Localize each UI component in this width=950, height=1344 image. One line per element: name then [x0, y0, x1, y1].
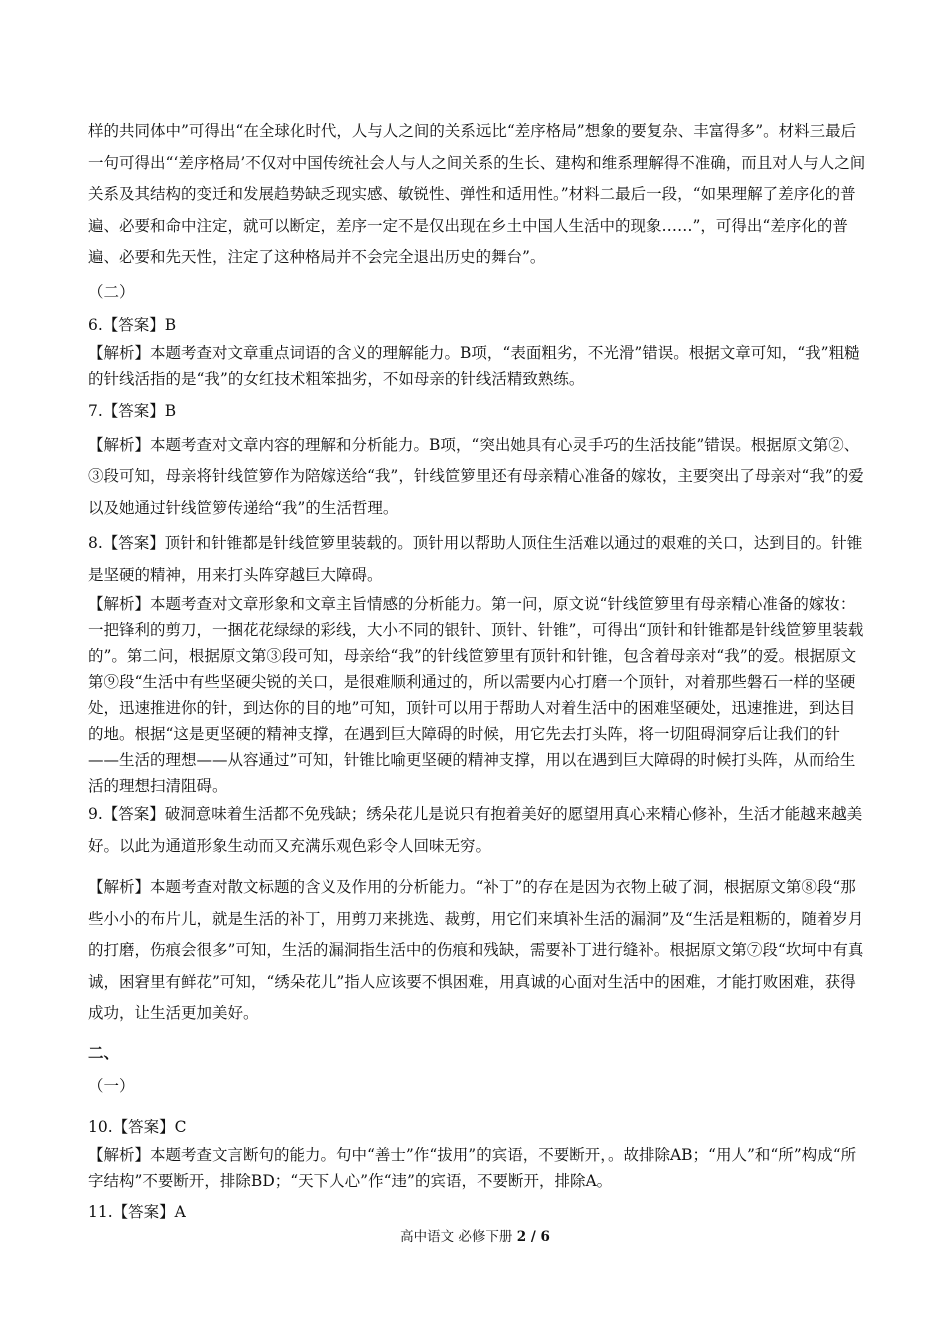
q11-answer: 11.【答案】A	[88, 1202, 186, 1221]
q8-analysis: 【解析】本题考查对文章形象和文章主旨情感的分析能力。第一问，原文说“针线笸箩里有母亲精心准备的嫁妆：一把锋利的剪刀，一捆花花绿绿的彩线，大小不同的银针、顶针、针锥”，可得出“顶针和针锥都是针线笸箩里装载的”。第二问，根据原文第③段可知，母亲给“我”的针线笸箩里有顶针和针锥，包含着母亲对“我”的爱。根据原文第⑨段“生活中有些坚硬尖锐的关口，是很难顺利通过的，所以需要内心打磨一个顶针，对着那些磐石一样的坚硬处，迅速推进你的针，到达你的目的地”可知，顶针可以用于帮助人对着生活中的困难坚硬处，迅速推进，到达目的地。根据“这是更坚硬的精神支撑，在遇到巨大障碍的时候，用它先去打头阵，将一切阻碍洞穿后让我们的针——生活的理想——从容通过”可知，针锥比喻更坚硬的精神支撑，用以在遇到巨大障碍的时候打头阵，从而给生活的理想扫清阻碍。	[88, 595, 864, 795]
q6-analysis: 【解析】本题考查对文章重点词语的含义的理解能力。B项，“表面粗劣，不光滑”错误。根据文章可知，“我”粗糙的针线活指的是“我”的女红技术粗笨拙劣，不如母亲的针线活精致熟练。	[88, 343, 860, 388]
q10-analysis: 【解析】本题考查文言断句的能力。句中“善士”作“拔用”的宾语，不要断开，。故排除AB；“用人”和“所”构成“所字结构”不要断开，排除BD；“天下人心”作“违”的宾语，不要断开，排除A。	[88, 1145, 857, 1190]
q6-answer: 6.【答案】B	[88, 315, 177, 334]
page-footer: 高中语文 必修下册 2 / 6	[400, 1229, 550, 1245]
q9-answer: 9.【答案】破洞意味着生活都不免残缺；绣朵花儿是说只有抱着美好的愿望用真心来精心修补，生活才能越来越美好。以此为通道形象生动而又充满乐观色彩令人回味无穷。	[88, 805, 863, 855]
footer-title: 高中语文 必修下册	[400, 1229, 513, 1245]
q8-answer: 8.【答案】顶针和针锥都是针线笸箩里装载的。顶针用以帮助人顶住生活难以通过的艰难的关口，达到目的。针锥是坚硬的精神，用来打头阵穿越巨大障碍。	[88, 534, 863, 584]
answer-content	[88, 116, 866, 1227]
q10-answer: 10.【答案】C	[88, 1117, 187, 1136]
section-heading-part-one: （一）	[88, 1076, 135, 1095]
footer-page-total: 6	[540, 1229, 550, 1245]
q7-analysis: 【解析】本题考查对文章内容的理解和分析能力。B项，“突出她具有心灵手巧的生活技能”错误。根据原文第②、③段可知，母亲将针线笸箩作为陪嫁送给“我”，针线笸箩里还有母亲精心准备的嫁妆，主要突出了母亲对“我”的爱以及她通过针线笸箩传递给“我”的生活哲理。	[88, 435, 864, 517]
section-heading-two: 二、	[88, 1042, 120, 1062]
q9-analysis: 【解析】本题考查对散文标题的含义及作用的分析能力。“补丁”的存在是因为衣物上破了洞，根据原文第⑧段“那些小小的布片儿，就是生活的补丁，用剪刀来挑选、裁剪，用它们来填补生活的漏洞”及“生活是粗粝的，随着岁月的打磨，伤痕会很多”可知，生活的漏洞指生活中的伤痕和残缺，需要补丁进行缝补。根据原文第⑦段“坎坷中有真诚，困窘里有鲜花”可知，“绣朵花儿”指人应该要不惧困难，用真诚的心面对生活中的困难，才能打败困难，获得成功，让生活更加美好。	[88, 878, 864, 1022]
q7-answer: 7.【答案】B	[88, 401, 177, 420]
material-analysis-paragraph: 样的共同体中”可得出“在全球化时代，人与人之间的关系远比“差序格局”想象的要复杂、丰富得多”。材料三最后一句可得出“‘差序格局’不仅对中国传统社会人与人之间关系的生长、建构和维系理解得不准确，而且对人与人之间关系及其结构的变迁和发展趋势缺乏现实感、敏锐性、弹性和适用性。”材料二最后一段，“如果理解了差序化的普遍、必要和命中注定，就可以断定，差序一定不是仅出现在乡土中国人生活中的现象……”，可得出“差序化的普遍、必要和先天性，注定了这种格局并不会完全退出历史的舞台”。	[88, 122, 866, 266]
section-heading-part-two: （二）	[88, 282, 135, 301]
footer-page-number: 2	[516, 1229, 527, 1245]
